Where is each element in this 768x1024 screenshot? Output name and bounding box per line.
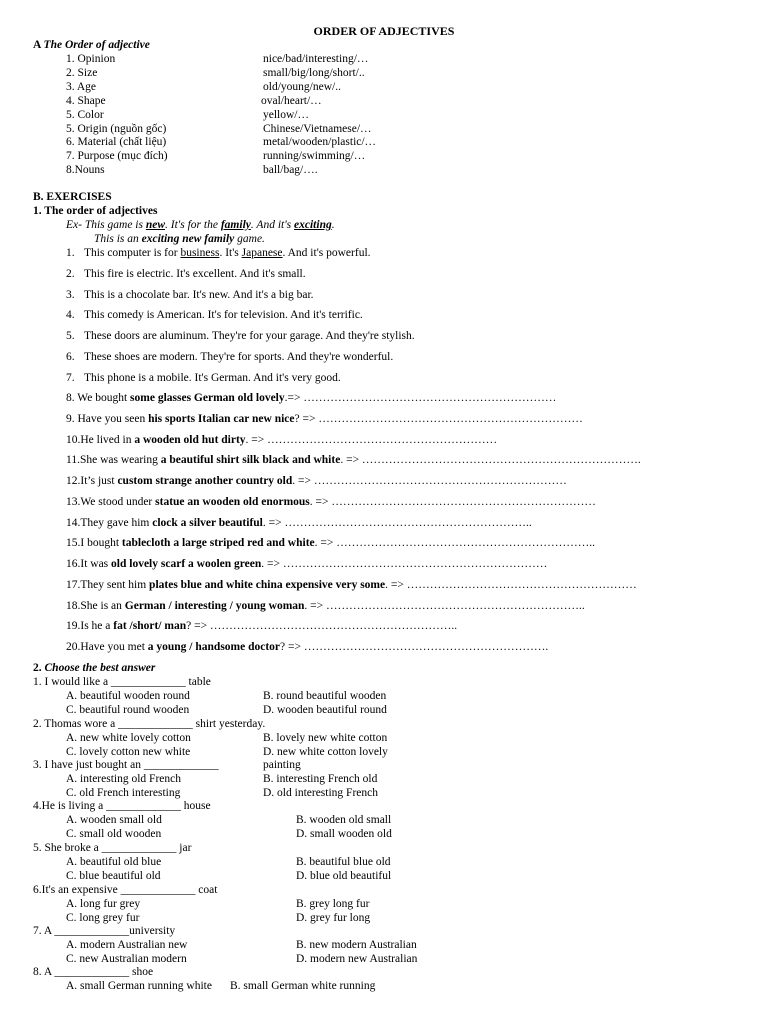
item-prefix: 12.It’s just bbox=[66, 475, 118, 487]
option-d: D. modern new Australian bbox=[296, 953, 418, 965]
jumbled-phrase: clock a silver beautiful bbox=[152, 516, 263, 529]
order-label: 6. Material (chất liệu) bbox=[66, 136, 167, 149]
option-b: B. new modern Australian bbox=[296, 939, 417, 951]
option-b: B. interesting French old bbox=[263, 773, 378, 785]
question-stem: 6.It's an expensive _____________ coat bbox=[33, 884, 218, 896]
answer-line: . => …………………………………………………………… bbox=[309, 495, 596, 508]
option-d: D. new white cotton lovely bbox=[263, 746, 388, 758]
order-label: 2. Size bbox=[66, 66, 98, 79]
answer-line: . => …………………………………………………………… bbox=[261, 558, 548, 570]
question-stem: 2. Thomas wore a _____________ shirt yesterday. bbox=[33, 718, 266, 730]
answer-line: . => …………………………………………………… bbox=[245, 433, 498, 446]
reorder-item bbox=[66, 517, 532, 531]
option-a: A. wooden small old bbox=[66, 814, 162, 826]
answer-line: . => ………………………………………………………….. bbox=[304, 599, 585, 612]
option-b: B. beautiful blue old bbox=[296, 856, 391, 868]
item-prefix: 20.Have you met bbox=[66, 641, 148, 653]
section-b-heading: B. EXERCISES bbox=[33, 191, 112, 203]
answer-line: ? => …………………………………………………………… bbox=[294, 412, 583, 425]
reorder-item bbox=[66, 579, 637, 593]
exercise-number: 1. bbox=[66, 247, 75, 259]
answer-line: . => ……………………………………………………….. bbox=[262, 516, 532, 529]
exercise-number: 3. bbox=[66, 289, 75, 301]
item-prefix: 11.She was wearing bbox=[66, 454, 161, 467]
jumbled-phrase: a young / handsome doctor bbox=[147, 641, 281, 653]
exercise-text: This computer is for bbox=[84, 247, 181, 259]
jumbled-phrase: plates blue and white china expensive very some bbox=[149, 578, 386, 591]
jumbled-phrase: tablecloth a large striped red and white bbox=[121, 537, 315, 550]
option-a: A. long fur grey bbox=[66, 898, 141, 910]
exercise-number: 5. bbox=[66, 330, 75, 342]
page-title: ORDER OF ADJECTIVES bbox=[313, 24, 455, 38]
question-stem: 5. She broke a _____________ jar bbox=[33, 842, 192, 854]
option-d: D. small wooden old bbox=[296, 828, 392, 840]
option-d: D. blue old beautiful bbox=[296, 870, 392, 882]
option-a: A. small German running white bbox=[66, 980, 212, 992]
exercise-item bbox=[66, 309, 363, 323]
option-c: C. long grey fur bbox=[66, 912, 140, 924]
reorder-item bbox=[66, 496, 596, 510]
part2-heading: 2. Choose the best answer bbox=[33, 662, 156, 674]
exercise-text: This fire is electric. It's excellent. And it's small. bbox=[84, 268, 306, 280]
answer-line: . => ………………………………………………………………. bbox=[340, 454, 641, 467]
option-a: A. beautiful wooden round bbox=[66, 690, 190, 702]
item-prefix: 18.She is an bbox=[66, 599, 125, 612]
reorder-item bbox=[66, 558, 547, 572]
item-prefix: 10.He lived in bbox=[66, 433, 135, 446]
exercise-number: 2. bbox=[66, 268, 75, 280]
jumbled-phrase: some glasses German old lovely bbox=[130, 392, 285, 404]
option-a: A. modern Australian new bbox=[66, 939, 188, 951]
option-c: C. lovely cotton new white bbox=[66, 746, 191, 758]
reorder-item bbox=[66, 434, 497, 448]
question-stem: 7. A _____________university bbox=[33, 925, 176, 937]
underlined-word: business bbox=[180, 247, 220, 259]
option-c: C. old French interesting bbox=[66, 787, 181, 799]
question-stem-end: painting bbox=[263, 759, 301, 771]
exercise-text: This comedy is American. It's for television. And it's terrific. bbox=[84, 309, 363, 321]
order-label: 5. Color bbox=[66, 108, 104, 121]
order-label: 7. Purpose (mục đích) bbox=[66, 150, 168, 163]
item-prefix: 19.Is he a bbox=[66, 620, 114, 633]
reorder-item bbox=[66, 600, 585, 614]
exercise-text: These doors are aluminum. They're for your garage. And they're stylish. bbox=[84, 330, 415, 342]
exercise-item bbox=[66, 372, 341, 386]
answer-line: ? => ……………………………………………………….. bbox=[186, 620, 458, 633]
option-c: C. new Australian modern bbox=[66, 953, 187, 965]
item-prefix: 8. We bought bbox=[66, 392, 131, 404]
answer-line: . => ………………………………………………………….. bbox=[314, 537, 595, 550]
reorder-item bbox=[66, 392, 556, 406]
exercise-item bbox=[66, 289, 314, 303]
exercise-text: These shoes are modern. They're for sports. And they're wonderful. bbox=[84, 351, 394, 363]
answer-line: . => ………………………………………………………… bbox=[292, 475, 567, 487]
reorder-item bbox=[66, 620, 457, 634]
order-label: 8.Nouns bbox=[66, 164, 105, 177]
jumbled-phrase: his sports Italian car new nice bbox=[148, 412, 295, 425]
option-c: C. beautiful round wooden bbox=[66, 704, 190, 716]
option-a: A. interesting old French bbox=[66, 773, 181, 785]
item-prefix: 17.They sent him bbox=[66, 578, 150, 591]
example-sentence: Ex- This game is new. It's for the family. And it's exciting. bbox=[66, 219, 335, 231]
question-stem: 8. A _____________ shoe bbox=[33, 966, 154, 978]
option-b: B. round beautiful wooden bbox=[263, 690, 387, 702]
option-b: B. grey long fur bbox=[296, 898, 370, 910]
item-prefix: 15.I bought bbox=[66, 537, 122, 550]
option-a: A. beautiful old blue bbox=[66, 856, 162, 868]
option-d: D. wooden beautiful round bbox=[263, 704, 387, 716]
option-b: B. wooden old small bbox=[296, 814, 392, 826]
item-prefix: 13.We stood under bbox=[66, 495, 156, 508]
jumbled-phrase: fat /short/ man bbox=[113, 620, 187, 633]
option-b: B. lovely new white cotton bbox=[263, 732, 388, 744]
reorder-item bbox=[66, 641, 548, 655]
order-example: Chinese/Vietnamese/… bbox=[263, 122, 372, 135]
question-stem: 4.He is living a _____________ house bbox=[33, 800, 211, 812]
order-example: nice/bad/interesting/… bbox=[263, 53, 369, 65]
jumbled-phrase: old lovely scarf a woolen green bbox=[111, 558, 262, 570]
option-b: B. small German white running bbox=[230, 980, 376, 992]
order-example: running/swimming/… bbox=[263, 150, 366, 163]
option-d: D. old interesting French bbox=[263, 787, 378, 799]
order-example: metal/wooden/plastic/… bbox=[263, 136, 377, 149]
item-prefix: 16.It was bbox=[66, 558, 112, 570]
question-stem: 3. I have just bought an _____________ bbox=[33, 759, 219, 771]
question-stem: 1. I would like a _____________ table bbox=[33, 676, 211, 688]
order-example: old/young/new/.. bbox=[263, 80, 341, 93]
exercise-number: 7. bbox=[66, 372, 75, 384]
reorder-item bbox=[66, 413, 583, 427]
section-a-heading bbox=[33, 39, 150, 53]
reorder-item bbox=[66, 475, 567, 489]
exercise-item bbox=[66, 247, 371, 261]
order-label: 4. Shape bbox=[66, 94, 106, 107]
exercise-item bbox=[66, 330, 415, 344]
item-prefix: 14.They gave him bbox=[66, 516, 153, 529]
exercise-text: . It's bbox=[219, 247, 242, 259]
option-c: C. blue beautiful old bbox=[66, 870, 161, 882]
jumbled-phrase: custom strange another country old bbox=[117, 475, 293, 487]
exercise-item bbox=[66, 351, 393, 365]
reorder-item bbox=[66, 537, 595, 551]
section-a-letter: A bbox=[33, 39, 41, 51]
order-label: 3. Age bbox=[66, 80, 97, 93]
example-answer: This is an exciting new family game. bbox=[94, 233, 265, 245]
exercise-item bbox=[66, 268, 306, 282]
option-c: C. small old wooden bbox=[66, 828, 162, 840]
order-label: 1. Opinion bbox=[66, 53, 116, 65]
reorder-item bbox=[66, 454, 641, 468]
jumbled-phrase: a wooden old hut dirty bbox=[134, 433, 246, 446]
answer-line: ? => ………………………………………………………. bbox=[280, 641, 549, 653]
order-example: oval/heart/… bbox=[261, 94, 322, 107]
jumbled-phrase: a beautiful shirt silk black and white bbox=[160, 454, 341, 467]
exercise-text: This is a chocolate bar. It's new. And it's a big bar. bbox=[84, 289, 314, 301]
order-example: yellow/… bbox=[263, 108, 309, 121]
exercise-number: 4. bbox=[66, 309, 75, 321]
jumbled-phrase: statue an wooden old enormous bbox=[155, 495, 310, 508]
answer-line: .=> ………………………………………………………… bbox=[284, 392, 557, 404]
exercise-number: 6. bbox=[66, 351, 75, 363]
order-label: 5. Origin (nguồn gốc) bbox=[66, 122, 167, 135]
order-example: small/big/long/short/.. bbox=[263, 66, 365, 79]
order-example: ball/bag/…. bbox=[263, 164, 318, 177]
jumbled-phrase: German / interesting / young woman bbox=[124, 599, 305, 612]
option-d: D. grey fur long bbox=[296, 912, 371, 924]
item-prefix: 9. Have you seen bbox=[66, 412, 149, 425]
exercise-text: This phone is a mobile. It's German. And it's very good. bbox=[84, 372, 341, 384]
exercise-text: . And it's powerful. bbox=[282, 247, 371, 259]
part1-heading: 1. The order of adjectives bbox=[33, 205, 158, 217]
underlined-word: Japanese bbox=[241, 247, 283, 259]
answer-line: . => …………………………………………………… bbox=[385, 578, 637, 591]
section-a-title: The Order of adjective bbox=[43, 39, 150, 51]
option-a: A. new white lovely cotton bbox=[66, 732, 191, 744]
